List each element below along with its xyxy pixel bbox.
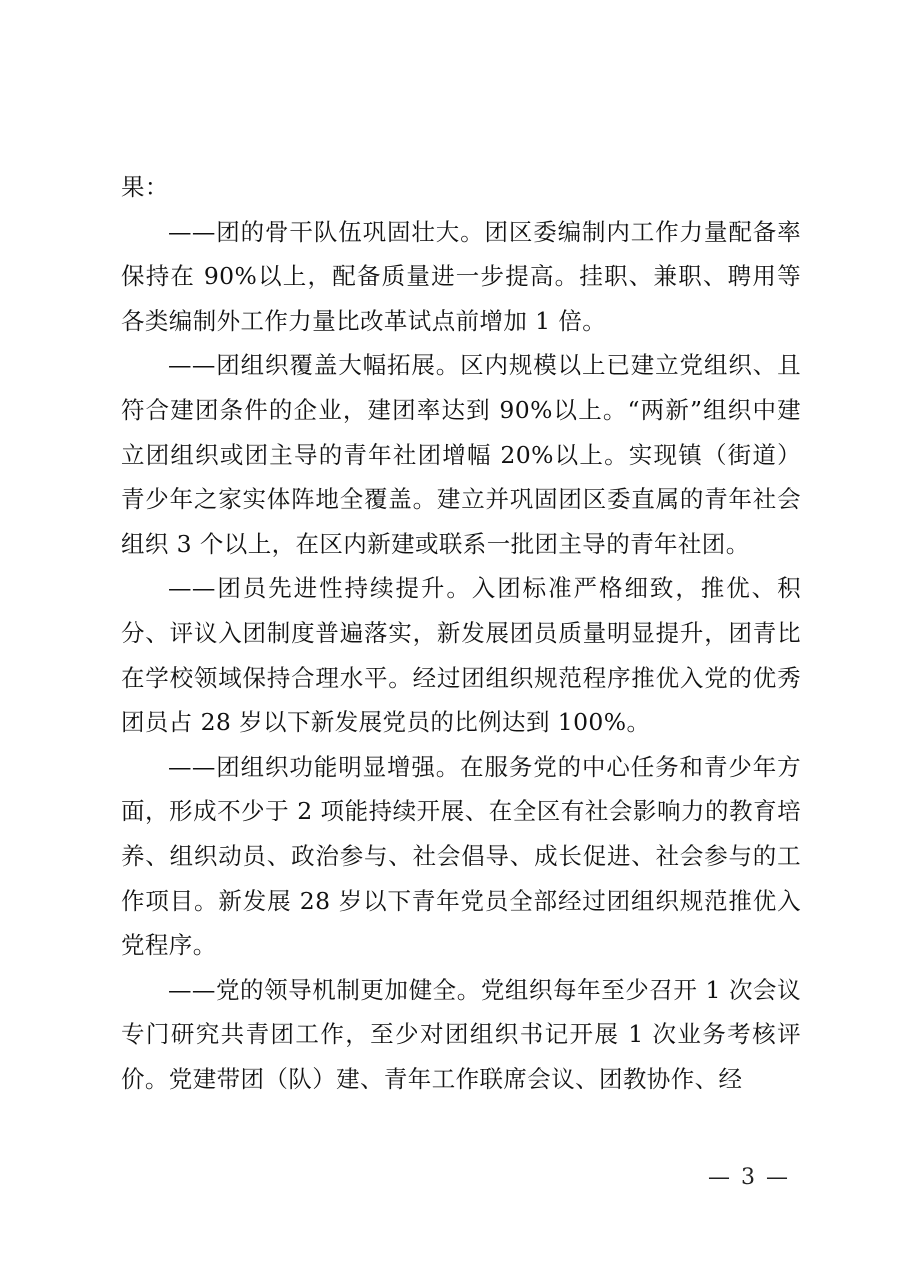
paragraph-organization-function: ——团组织功能明显增强。在服务党的中心任务和青少年方面，形成不少于 2 项能持续开展、在全区有社会影响力的教育培养、组织动员、政治参与、社会倡导、成长促进、社会参与的工作项目。新发展 28 岁以下青年党员全部经过团组织规范推优入党程序。 (121, 752, 801, 960)
paragraph-member-quality: ——团员先进性持续提升。入团标准严格细致，推优、积分、评议入团制度普遍落实，新发展团员质量明显提升，团青比在学校领域保持合理水平。经过团组织规范程序推优入党的优秀团员占 28 岁以下新发展党员的比例达到 100%。 (121, 574, 801, 737)
paragraph-organization-coverage: ——团组织覆盖大幅拓展。区内规模以上已建立党组织、且符合建团条件的企业，建团率达到 90%以上。“两新”组织中建立团组织或团主导的青年社团增幅 20%以上。实现镇（街道）青少年之家实体阵地全覆盖。建立并巩固团区委直属的青年社会组织 3 个以上，在区内新建或联系一批团主导的青年社团。 (121, 351, 801, 558)
page-number: — 3 — (708, 1165, 790, 1190)
paragraph-cadre-team: ——团的骨干队伍巩固壮大。团区委编制内工作力量配备率保持在 90%以上，配备质量进一步提高。挂职、兼职、聘用等各类编制外工作力量比改革试点前增加 1 倍。 (121, 217, 801, 335)
paragraph-continuation: 果： (121, 173, 169, 201)
body-text (121, 165, 801, 1101)
paragraph-party-leadership: ——党的领导机制更加健全。党组织每年至少召开 1 次会议专门研究共青团工作，至少对团组织书记开展 1 次业务考核评价。党建带团（队）建、青年工作联席会议、团教协作、经 (121, 975, 801, 1093)
